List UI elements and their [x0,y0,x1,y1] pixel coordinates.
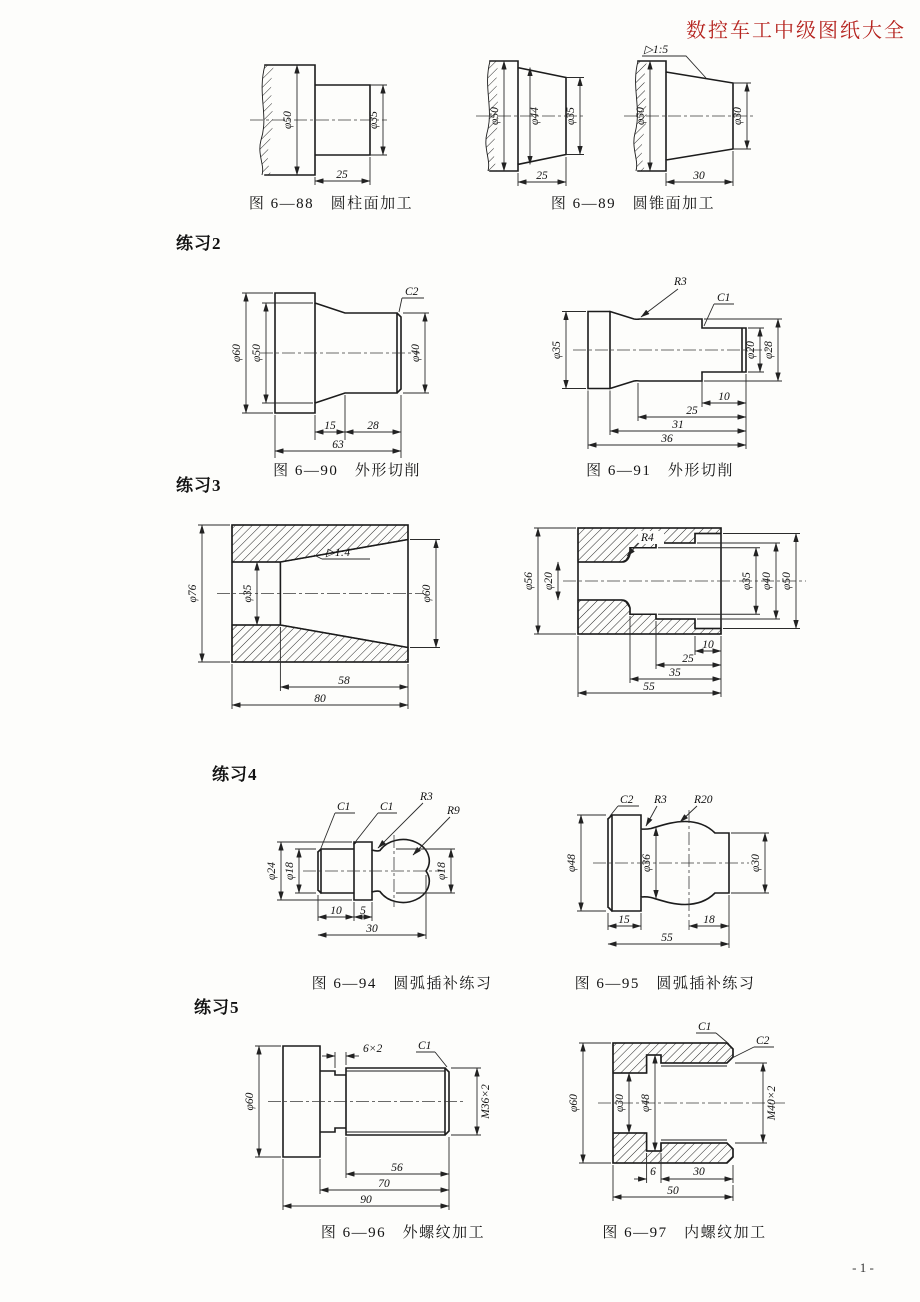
figure-6-90-caption: 图 6—90 外形切削 [273,463,421,479]
figure-6-92-drawing [172,495,472,720]
exercise-2-label: 练习2 [176,234,222,253]
dim-phi24: φ24 [266,862,278,880]
dim-phi50: φ50 [781,572,793,590]
page-number: - 1 - [852,1260,874,1275]
dim-phi30: φ30 [750,854,762,872]
dim-phi56: φ56 [523,572,535,590]
part-outline [260,293,420,413]
dim-phi35: φ35 [551,341,563,359]
dim-len35: 35 [669,667,681,679]
dim-len15: 15 [618,914,630,926]
figure-6-91-caption: 图 6—91 外形切削 [586,463,734,479]
part-outline [598,1043,785,1163]
dim-len5: 5 [360,905,366,917]
figure-6-94-drawing [243,783,498,973]
dim-phi40: φ40 [410,344,422,362]
figure-6-96-drawing [213,1018,523,1218]
dim-len25: 25 [336,169,348,181]
fillet-r4-label: R4 [641,532,654,544]
figure-6-97-caption: 图 6—97 内螺纹加工 [602,1225,767,1241]
part-outline [268,1046,465,1157]
chamfer-c1-left-label: C1 [337,801,351,813]
figure-6-96-caption: 图 6—96 外螺纹加工 [320,1225,486,1241]
figure-6-88-caption: 图 6—88 圆柱面加工 [248,196,414,212]
dim-phi50: φ50 [251,344,263,362]
figure-6-93-drawing [508,486,828,736]
chamfer-c2-label: C2 [620,794,634,806]
dim-len28: 28 [367,420,379,432]
figure-6-95-drawing [553,778,828,970]
dimensions [523,528,800,697]
dim-phi60: φ60 [231,344,243,362]
chamfer-c1-label: C1 [418,1040,432,1052]
dimensions [266,791,460,939]
dim-len10: 10 [702,639,714,651]
dim-len25: 25 [536,170,548,182]
radius-r20-label: R20 [694,794,713,806]
dimensions [566,794,769,948]
dim-len30: 30 [693,170,705,182]
figure-6-95-caption: 图 6—95 圆弧插补练习 [574,976,756,992]
dim-len15: 15 [324,420,336,432]
dim-phi35: φ35 [741,572,753,590]
dim-len55: 55 [643,681,655,693]
dim-len10: 10 [330,905,342,917]
figure-6-97-drawing [553,1013,838,1231]
chamfer-c2-label: C2 [756,1035,770,1047]
dim-phi50: φ50 [489,107,501,125]
dim-len25: 25 [686,405,698,417]
section-hatch-bottom [613,1133,733,1163]
dim-phi30: φ30 [732,107,744,125]
exercise-5-label: 练习5 [194,998,240,1017]
section-hatch-top [613,1043,733,1073]
dim-phi35: φ35 [242,584,254,603]
dim-phi18-right: φ18 [436,862,448,880]
figure-6-91-drawing [528,245,793,460]
dim-len18: 18 [703,914,715,926]
page-header-title: 数控车工中级图纸大全 [686,20,906,42]
dim-len10: 10 [718,391,730,403]
figure-6-90-drawing [180,268,460,460]
dim-len63: 63 [332,439,344,451]
dimensions [231,286,429,458]
taper-ratio-label: ▷1:5 [644,44,669,56]
dim-phi28: φ28 [763,341,775,359]
dim-phi44: φ44 [529,107,541,125]
dimensions [282,65,387,185]
left-dimensions [489,61,584,186]
dim-len50: 50 [667,1185,679,1197]
dim-phi20: φ20 [745,341,757,359]
dim-phi48: φ48 [640,1094,652,1112]
dim-len55: 55 [661,932,673,944]
groove-6x2-label: 6×2 [363,1043,383,1055]
dim-phi48: φ48 [566,854,578,872]
fillet-r3-label: R3 [654,794,667,806]
dim-phi36: φ36 [641,854,653,872]
dim-len90: 90 [360,1194,372,1206]
chamfer-c1-flange-label: C1 [380,801,394,813]
part-outline [573,312,768,389]
dim-len25: 25 [682,653,694,665]
figure-6-89-drawing [468,38,803,190]
figure-6-94-caption: 图 6—94 圆弧插补练习 [311,976,493,992]
dim-phi35: φ35 [565,107,577,125]
fillet-r3-label: R3 [420,791,433,803]
dim-len30: 30 [366,923,378,935]
dim-phi60: φ60 [421,584,433,603]
chamfer-c1-label: C1 [698,1021,712,1033]
dim-thread-m40: M40×2 [766,1085,778,1121]
dim-len6: 6 [650,1166,656,1178]
dimensions [244,1040,492,1210]
dim-len31: 31 [672,419,684,431]
dimensions [551,276,782,449]
part-outline [593,810,749,930]
right-dimensions [635,44,751,186]
dim-phi60: φ60 [244,1092,256,1111]
exercise-3-label: 练习3 [176,476,222,495]
exercise-4-label: 练习4 [212,765,258,784]
dim-len30: 30 [693,1166,705,1178]
dim-len70: 70 [378,1178,390,1190]
dim-len36: 36 [661,433,673,445]
chamfer-c2-label: C2 [405,286,419,298]
dim-phi50: φ50 [282,111,294,129]
dim-len56: 56 [391,1162,403,1174]
dim-phi60: φ60 [568,1094,580,1112]
chamfer-c1-label: C1 [717,292,731,304]
dim-phi20: φ20 [543,572,555,590]
fillet-r3-label: R3 [674,276,687,288]
dim-phi30: φ30 [614,1094,626,1112]
dim-phi40: φ40 [761,572,773,590]
dim-len80: 80 [314,693,326,705]
figure-6-88-drawing [235,55,435,190]
dim-phi18-left: φ18 [284,862,296,880]
dim-phi50: φ50 [635,107,647,125]
figure-6-89-caption: 图 6—89 圆锥面加工 [550,196,716,212]
taper-ratio-label: ▷1:4 [326,547,351,559]
dim-thread-m36: M36×2 [480,1084,492,1119]
radius-r9-label: R9 [447,805,460,817]
part-outline [250,65,387,175]
dim-phi76: φ76 [187,584,199,603]
dim-len58: 58 [338,675,350,687]
dim-phi35: φ35 [368,111,380,129]
